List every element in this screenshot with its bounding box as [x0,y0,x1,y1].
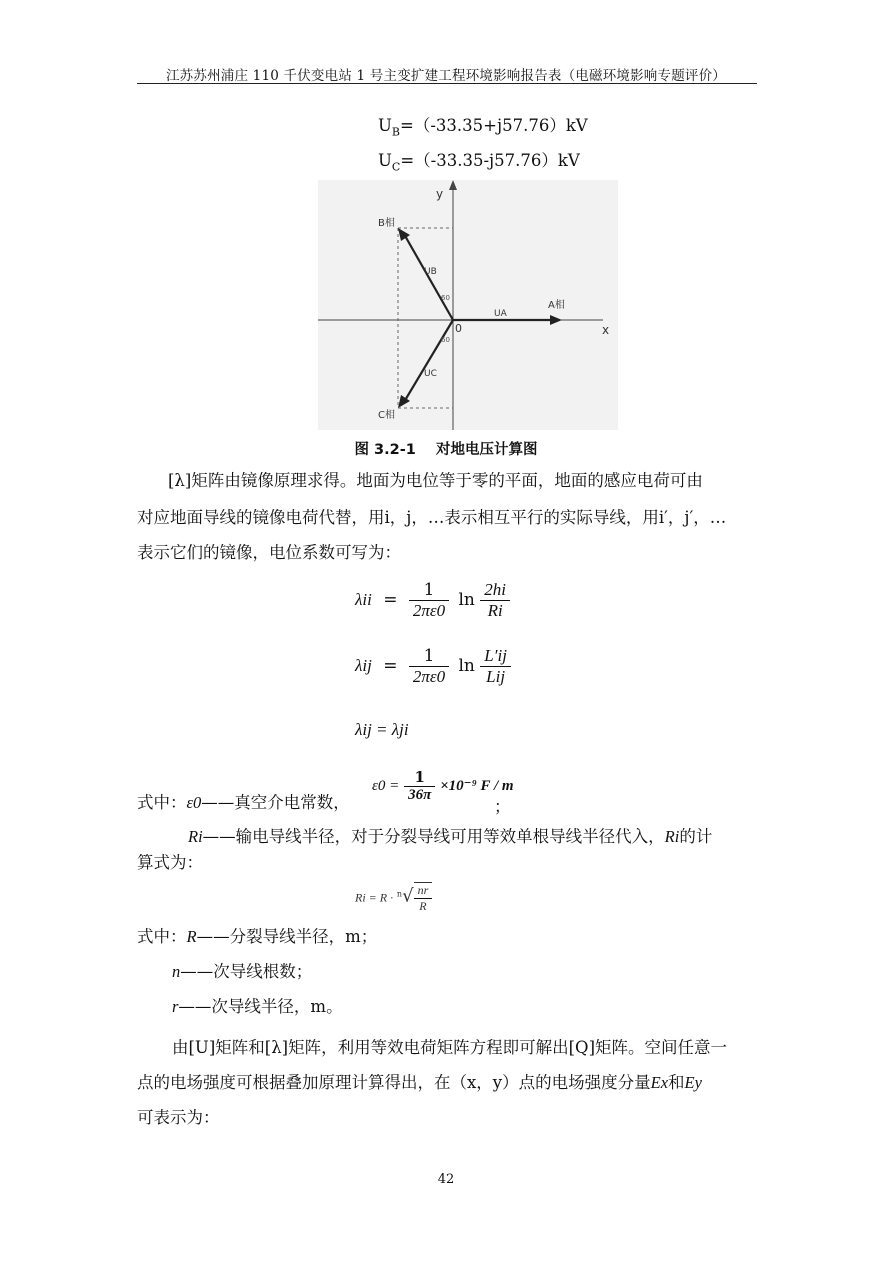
ri-symbol: Ri [188,827,203,846]
ri-root-index: n [396,889,403,899]
small-r-symbol: r [172,997,179,1016]
p2-line2-text: 点的电场强度可根据叠加原理计算得出，在（x，y）点的电场强度分量 [137,1073,651,1092]
n-text: ——次导线根数； [180,962,313,981]
f1-lhs: λii [355,590,372,609]
f1-numerator: 1 [409,580,449,601]
header-title: 江苏苏州浦庄 110 千伏变电站 1 号主变扩建工程环境影响报告表（电磁环境影响专题评价） [165,68,727,84]
y-axis-label: y [436,187,444,201]
p1-line1: [λ]矩阵由镜像原理求得。地面为电位等于零的平面，地面的感应电荷可由 [168,471,703,490]
uc-value: =（-33.35-j57.76）kV [400,151,580,170]
eps-formula-lhs: ε0 = [372,778,400,794]
f1-ln-fraction [480,580,510,621]
phase-c-label: C相 [378,410,395,421]
r-prefix: 式中： [137,927,187,946]
uc-subscript: C [391,160,401,174]
ri-formula-lhs: Ri = R · [355,890,394,905]
n-definition [172,961,312,983]
f1-ln-numerator: 2hi [480,580,510,601]
f1-denominator: 2πε0 [412,601,446,620]
page-number: 42 [437,1172,455,1187]
ub-symbol: U [378,116,392,135]
x-axis-label: x [602,323,610,337]
ri-line2: 算式为： [137,853,203,872]
ri-symbol-2: Ri [664,827,680,846]
ri-text-2: 的计 [679,827,713,846]
small-r-text: ——次导线半径，m。 [178,997,343,1016]
eps-semicolon: ； [494,797,511,816]
eps-formula-fraction [404,768,435,804]
f2-lhs: λij [355,656,372,675]
formula-lambda-ij: λij = $\frac{1}{2\pi\varepsilon 0}$ ln $\frac{L'ij}{\text{Lij}}$ [355,646,511,687]
phase-a-label: A相 [548,300,565,311]
eps-prefix: 式中： [137,793,187,812]
ub-subscript: B [391,125,400,139]
ua-label: UA [494,309,507,319]
f2-denominator: 2πε0 [412,667,446,686]
f2-fraction [409,646,449,687]
ri-radicand [414,882,433,914]
report-header [0,64,892,84]
n-symbol: n [172,962,181,981]
ri-radicand-numerator: nr [414,883,433,899]
f1-fraction [409,580,449,621]
p1-line2: 对应地面导线的镜像电荷代替，用i，j，…表示相互平行的实际导线，用i′，j′，… [137,508,727,527]
p2-line3: 可表示为： [137,1108,220,1127]
p2-line1: 由[U]矩阵和[λ]矩阵，利用等效电荷矩阵方程即可解出[Q]矩阵。空间任意一 [172,1038,728,1057]
uc-symbol: U [378,151,392,170]
origin-label: 0 [455,322,462,335]
eps-symbol: ε0 [186,793,202,812]
eps-definition [137,792,350,814]
phasor-diagram [318,180,618,430]
p2-ex: Ex [650,1073,669,1092]
r-text: ——分裂导线半径，m； [196,927,378,946]
ub-label: UB [424,267,437,277]
voltage-uc [378,150,580,178]
angle-top-label: 60 [441,294,450,302]
p2-ey: Ey [684,1073,702,1092]
eps-formula-tail: ×10⁻⁹ F / m [440,778,514,794]
r-definition [137,926,377,948]
voltage-ub [378,115,588,143]
angle-bottom-label: 60 [441,336,450,344]
ri-text: ——输电导线半径，对于分裂导线可用等效单根导线半径代入， [202,827,665,846]
f1-ln-denominator: Ri [487,601,503,620]
ub-value: =（-33.35+j57.76）kV [400,116,588,135]
f2-ln-numerator: L′ij [480,646,511,667]
ri-definition [188,826,712,848]
eps-formula [372,768,514,804]
ri-radicand-denominator: R [419,899,427,913]
p2-and: 和 [668,1073,685,1092]
f1-ln: ln [458,590,475,610]
p2-line2 [137,1072,702,1094]
formula-symmetry: λij = λji [355,720,409,739]
eps-text: ——真空介电常数， [201,793,350,812]
phase-b-label: B相 [378,218,395,229]
figure-caption: 图 3.2-1 对地电压计算图 [354,442,538,458]
f2-ln: ln [458,656,475,676]
f2-numerator: 1 [409,646,449,667]
diagram-background [318,180,618,430]
f2-ln-denominator: Lij [486,667,506,686]
small-r-definition [172,996,343,1018]
ri-formula: Ri = R · $^n$√ $\frac{nr}{R}$ [355,882,432,914]
eps-formula-denominator: 36π [408,787,432,803]
f2-ln-fraction [480,646,511,687]
p1-line3: 表示它们的镜像，电位系数可写为： [137,543,401,562]
header-rule [137,83,757,84]
r-symbol: R [186,927,197,946]
eps-formula-numerator: 1 [404,768,435,787]
uc-label: UC [424,369,437,379]
formula-lambda-ii: λii = $\frac{1}{2\pi\varepsilon 0}$ ln $\frac{2hi}{Ri}$ [355,580,510,621]
